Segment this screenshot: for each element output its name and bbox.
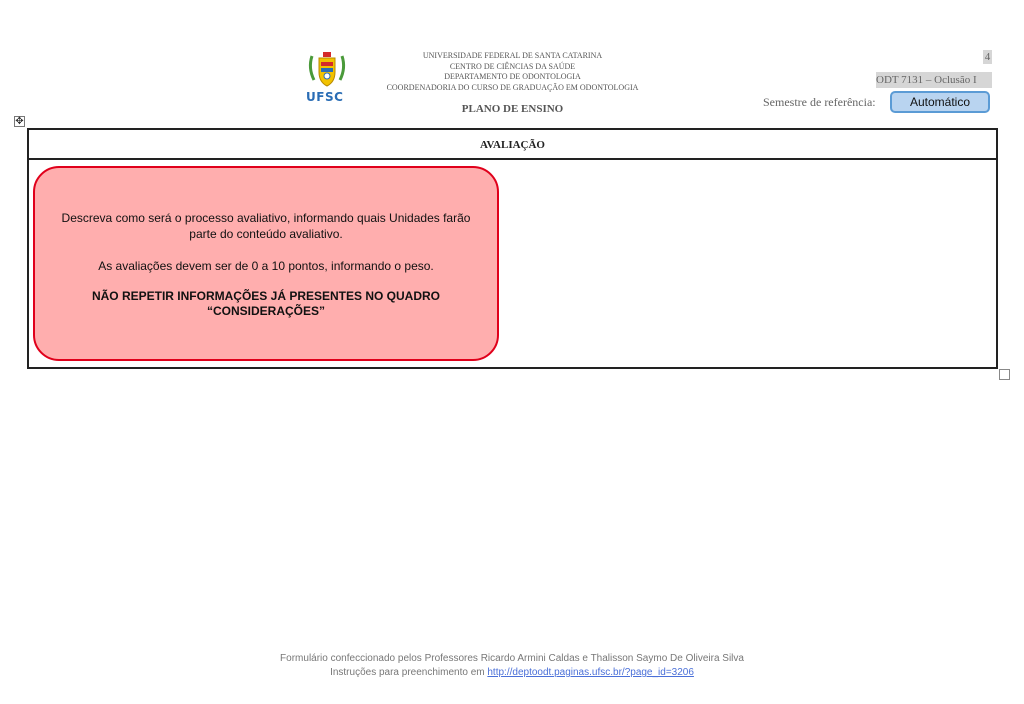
institution-line: DEPARTAMENTO DE ODONTOLOGIA [444,72,581,81]
institution-line: UNIVERSIDADE FEDERAL DE SANTA CATARINA [422,51,603,60]
instructions-link[interactable]: http://deptoodt.paginas.ufsc.br/?page_id=3206 [487,667,694,678]
semester-dropdown[interactable]: Automático [890,91,990,113]
page-number-field[interactable]: 4 [984,51,991,63]
callout-paragraph: As avaliações devem ser de 0 a 10 pontos, informando o peso. [98,259,434,273]
section-header [27,128,998,159]
logo-text: UFSC [306,90,344,104]
semester-label: Semestre de referência: [763,95,876,109]
callout-warning: NÃO REPETIR INFORMAÇÕES JÁ PRESENTES NO QUADRO “CONSIDERAÇÕES” [91,289,441,318]
section-title: AVALIAÇÃO [479,139,545,151]
institution-line: COORDENADORIA DO CURSO DE GRADUAÇÃO EM ODONTOLOGIA [386,82,639,92]
institution-header [370,51,655,93]
course-code-field[interactable]: ODT 7131 – Oclusão I [876,72,992,88]
instruction-callout [33,166,499,361]
ufsc-crest-icon [304,50,350,90]
table-move-handle-icon[interactable]: ✥ [15,116,24,127]
table-resize-handle-icon[interactable] [999,369,1010,380]
footer-instructions [0,667,1024,678]
institution-line: CENTRO DE CIÊNCIAS DA SAÚDE [449,61,576,71]
callout-paragraph: Descreva como será o processo avaliativo, informando quais Unidades farão parte do conteúdo avaliativo. [61,211,471,241]
footer-instructions-label: Instruções para preenchimento em [330,667,488,678]
footer-credits: Formulário confeccionado pelos Professores Ricardo Armini Caldas e Thalisson Saymo De Oliveira Silva [280,653,744,664]
document-title: PLANO DE ENSINO [461,103,564,115]
